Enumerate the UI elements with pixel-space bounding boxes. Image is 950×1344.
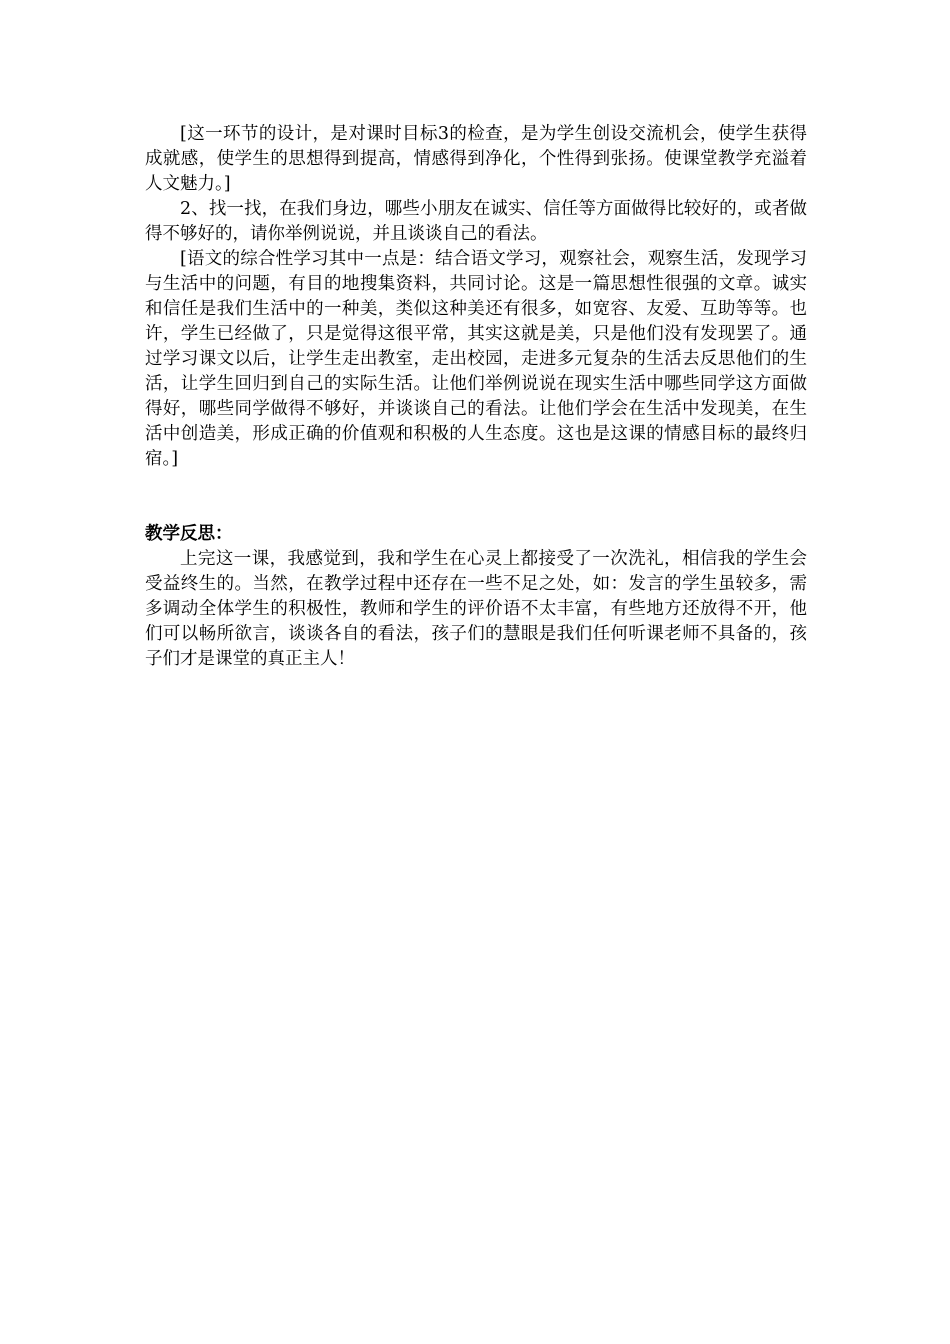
design-note-paragraph: [这一环节的设计，是对课时目标3的检查，是为学生创设交流机会，使学生获得成就感，使学生的思想得到提高，情感得到净化，个性得到张扬。使课堂教学充溢着人文魅力。] xyxy=(145,124,807,194)
comprehensive-learning-paragraph: [语文的综合性学习其中一点是：结合语文学习，观察社会，观察生活，发现学习与生活中的问题，有目的地搜集资料，共同讨论。这是一篇思想性很强的文章。诚实和信任是我们生活中的一种美，类似这种美还有很多，如宽容、友爱、互助等等。也许，学生已经做了，只是觉得这很平常，其实这就是美，只是他们没有发现罢了。通过学习课文以后，让学生走出教室，走出校园，走进多元复杂的生活去反思他们的生活，让学生回归到自己的实际生活。让他们举例说说在现实生活中哪些同学这方面做得好，哪些同学做得不够好，并谈谈自己的看法。让他们学会在生活中发现美，在生活中创造美，形成正确的价值观和积极的人生态度。这也是这课的情感目标的最终归宿。] xyxy=(145,249,807,469)
section-spacer xyxy=(145,472,807,522)
reflection-heading: 教学反思： xyxy=(145,524,233,544)
reflection-paragraph: 上完这一课，我感觉到，我和学生在心灵上都接受了一次洗礼，相信我的学生会受益终生的。当然，在教学过程中还存在一些不足之处，如：发言的学生虽较多，需多调动全体学生的积极性，教师和学生的评价语不太丰富，有些地方还放得不开，他们可以畅所欲言，谈谈各自的看法，孩子们的慧眼是我们任何听课老师不具备的，孩子们才是课堂的真正主人！ xyxy=(145,549,807,669)
activity-paragraph: 2、找一找，在我们身边，哪些小朋友在诚实、信任等方面做得比较好的，或者做得不够好的，请你举例说说，并且谈谈自己的看法。 xyxy=(145,199,807,244)
document-page xyxy=(145,122,807,672)
